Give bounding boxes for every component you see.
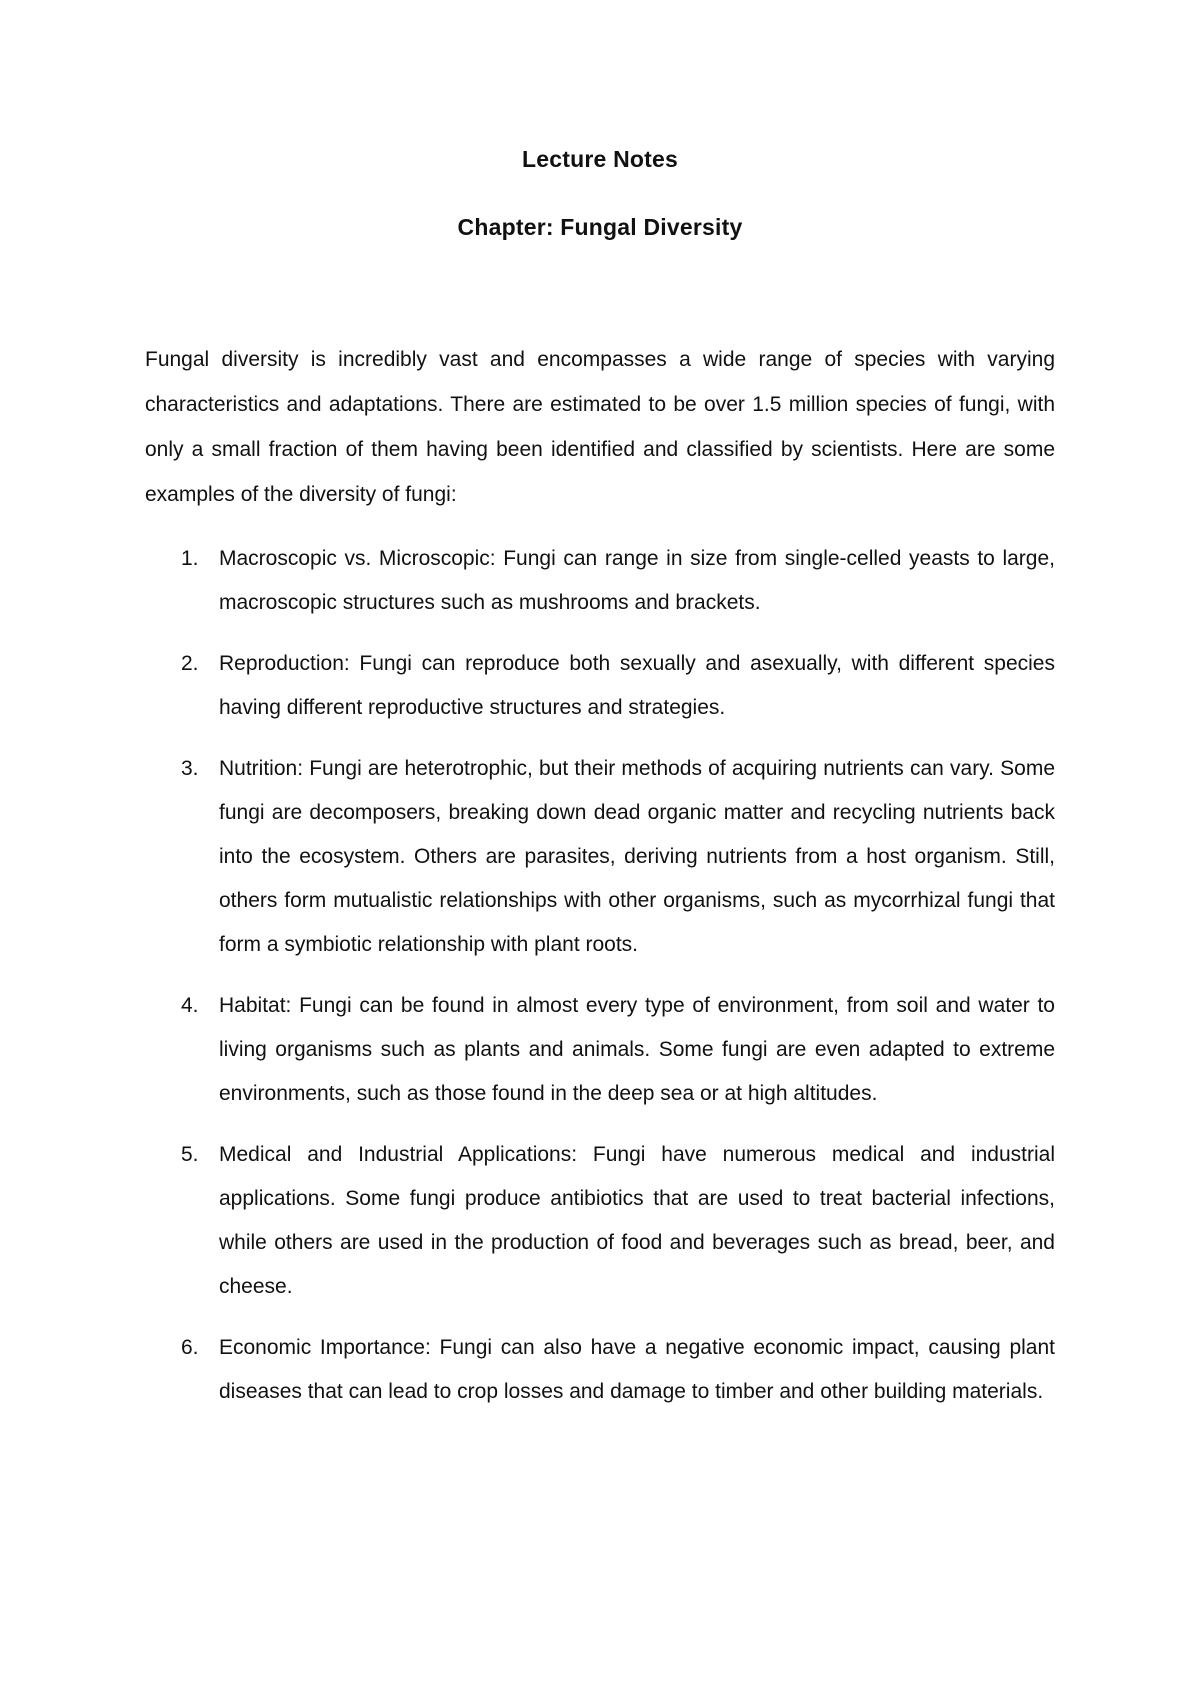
list-item-text: Macroscopic vs. Microscopic: Fungi can range in size from single-celled yeasts to large, macroscopic structures such as mushrooms and brackets.	[219, 547, 1055, 614]
list-item	[145, 747, 1055, 967]
list-item	[145, 984, 1055, 1116]
list-item-number: 1.	[181, 547, 199, 570]
list-item-text: Habitat: Fungi can be found in almost every type of environment, from soil and water to living organisms such as plants and animals. Some fungi are even adapted to extreme environments, such as those found in the deep sea or at high altitudes.	[219, 994, 1055, 1105]
list-item-number: 6.	[181, 1336, 199, 1359]
list-item-text: Nutrition: Fungi are heterotrophic, but their methods of acquiring nutrients can vary. Some fungi are decomposers, breaking down dead organic matter and recycling nutrients back into the ecosystem. Others are parasites, deriving nutrients from a host organism. Still, others form mutualistic relationships with other organisms, such as mycorrhizal fungi that form a symbiotic relationship with plant roots.	[219, 757, 1055, 956]
list-item-text: Reproduction: Fungi can reproduce both sexually and asexually, with different species having different reproductive structures and strategies.	[219, 652, 1055, 719]
list-item	[145, 642, 1055, 730]
list-item-number: 3.	[181, 757, 199, 780]
list-item	[145, 1133, 1055, 1309]
intro-paragraph: Fungal diversity is incredibly vast and encompasses a wide range of species with varying characteristics and adaptations. There are estimated to be over 1.5 million species of fungi, with only a small fraction of them having been identified and classified by scientists. Here are some examples of the diversity of fungi:	[145, 348, 1055, 506]
list-item-number: 5.	[181, 1143, 199, 1166]
list-item-text: Economic Importance: Fungi can also have a negative economic impact, causing plant diseases that can lead to crop losses and damage to timber and other building materials.	[219, 1336, 1055, 1403]
list-item-number: 4.	[181, 994, 199, 1017]
list-item-number: 2.	[181, 652, 199, 675]
chapter-title: Chapter: Fungal Diversity	[457, 214, 743, 240]
diversity-list	[145, 537, 1055, 1431]
list-item-text: Medical and Industrial Applications: Fungi have numerous medical and industrial applications. Some fungi produce antibiotics that are used to treat bacterial infections, while others are used in the production of food and beverages such as bread, beer, and cheese.	[219, 1143, 1055, 1298]
document-title: Lecture Notes	[522, 146, 678, 172]
list-item	[145, 537, 1055, 625]
list-item	[145, 1326, 1055, 1414]
